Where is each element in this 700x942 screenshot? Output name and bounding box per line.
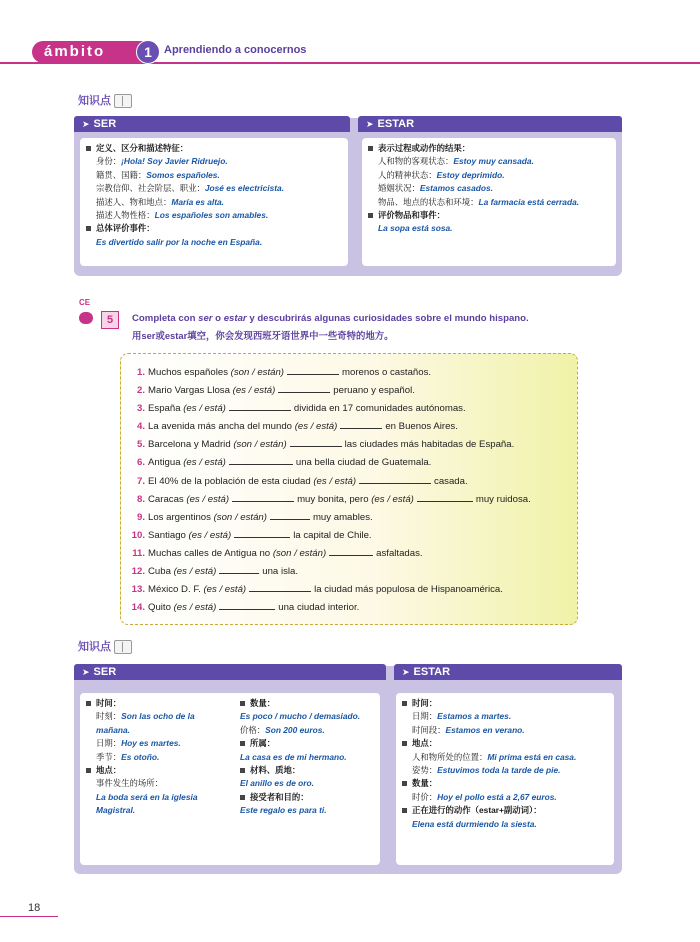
exercise-item <box>131 599 531 617</box>
item-text: Los argentinos <box>148 511 211 523</box>
bullet-heading: 时间： <box>96 698 122 708</box>
bullet-square-icon <box>368 146 373 151</box>
example-text: José es electricista. <box>204 183 285 194</box>
rule-label: 季节： <box>96 751 122 762</box>
example-text: La sopa está sosa. <box>378 223 453 234</box>
answer-blank[interactable] <box>234 528 290 538</box>
example-text: La casa es de mi hermano. <box>240 751 347 762</box>
item-text: muy ruidosa. <box>475 493 531 505</box>
bullet-heading: 表示过程或动作的结果： <box>378 143 471 153</box>
exercise-instruction-cn: 用ser或estar填空，你会发现西班牙语世界中一些奇特的地方。 <box>132 330 394 341</box>
example-text: Son las ocho de la mañana. <box>96 711 195 735</box>
estar-bullet-evaluate <box>368 209 610 222</box>
rule-label: 日期： <box>96 738 122 749</box>
tab-estar-1-label: ESTAR <box>377 118 415 130</box>
tab-estar-2 <box>394 664 622 680</box>
bullet-heading: 接受者和目的： <box>250 791 309 802</box>
item-text: casada. <box>434 475 468 487</box>
item-text: morenos o castaños. <box>342 367 432 378</box>
exercise-item <box>131 545 531 563</box>
bullet-square-icon <box>402 701 407 706</box>
item-number: 2. <box>136 385 145 397</box>
example-text: Hoy es martes. <box>121 738 181 749</box>
exercise-instruction-es <box>132 313 529 324</box>
example-text: Estuvimos toda la tarde de pie. <box>437 765 561 776</box>
example-text: Elena está durmiendo la siesta. <box>412 818 537 829</box>
answer-blank[interactable] <box>219 600 275 610</box>
tab-ser-1-label: SER <box>93 118 117 130</box>
ser2-bullet-quantity <box>240 697 374 710</box>
estar2-bullet-place <box>402 737 608 750</box>
bullet-heading: 总体评价事件： <box>96 223 155 234</box>
item-text: España <box>148 403 181 415</box>
item-number: 8. <box>136 493 145 505</box>
item-options: (son / están) <box>213 511 267 523</box>
item-options: (es / está) <box>183 457 226 469</box>
rule-label: 人和物的客观状态： <box>378 156 454 167</box>
item-options: (es / está) <box>186 493 230 505</box>
rule-label: 日期： <box>412 711 438 722</box>
item-text: Mario Vargas Llosa <box>148 385 230 397</box>
estar-bullet-result <box>368 142 610 155</box>
item-text: una bella ciudad de Guatemala. <box>295 457 432 469</box>
item-text: la capital de Chile. <box>293 529 372 541</box>
example-text: El anillo es de oro. <box>240 778 314 789</box>
item-text: muy amables. <box>312 511 373 523</box>
item-text: Muchos españoles <box>148 367 228 378</box>
item-options: (es / está) <box>188 529 232 541</box>
knowledge-label-2 <box>78 638 132 654</box>
rule-label: 籍贯、国籍： <box>96 169 147 180</box>
item-options: (son / están) <box>272 547 327 559</box>
arrow-right-icon: ➤ <box>402 667 410 677</box>
rule-label: 事件发生的场所： <box>96 778 163 789</box>
arrow-right-icon: ➤ <box>82 119 90 129</box>
example-text: Mi prima está en casa. <box>487 751 577 762</box>
rule-label: 身份： <box>96 156 122 167</box>
ambito-number: 1 <box>136 40 160 64</box>
instruction-part: y descubrirás algunas curiosidades sobre el mundo hispano. <box>246 313 529 324</box>
example-text: Son 200 euros. <box>265 724 325 735</box>
item-text: en Buenos Aires. <box>385 421 458 433</box>
ser2-bullet-material <box>240 764 374 777</box>
answer-blank[interactable] <box>249 582 311 592</box>
example-text: Los españoles son amables. <box>154 210 269 221</box>
item-options: (son / están) <box>230 367 284 378</box>
ser-panel-1 <box>80 138 348 266</box>
ser2-bullet-place <box>86 764 226 777</box>
item-text: una isla. <box>262 566 298 578</box>
estar2-bullet-progressive <box>402 804 608 817</box>
exercise-item <box>131 364 531 382</box>
example-text: Estamos en verano. <box>445 724 525 735</box>
rule-label: 时间段： <box>412 724 446 735</box>
example-text: La boda será en la iglesia Magistral. <box>96 791 198 816</box>
bullet-heading: 数量： <box>412 778 438 789</box>
rule-label: 姿势： <box>412 765 438 776</box>
item-number: 10. <box>131 529 145 541</box>
item-text: El 40% de la población de esta ciudad <box>148 475 311 487</box>
estar2-bullet-time <box>402 697 608 710</box>
item-options: (es / está) <box>232 385 276 397</box>
bullet-square-icon <box>86 701 91 706</box>
exercise-item <box>131 509 531 527</box>
rule-label: 价格： <box>240 724 266 735</box>
item-number: 3. <box>136 403 145 415</box>
item-options: (es / está) <box>183 403 226 415</box>
item-text: La avenida más ancha del mundo <box>148 421 293 433</box>
bullet-square-icon <box>402 781 407 786</box>
rule-label: 时刻： <box>96 711 122 722</box>
exercise-item <box>131 563 531 581</box>
exercise-item <box>131 418 531 436</box>
example-text: Estoy deprimido. <box>436 169 505 180</box>
item-number: 12. <box>131 566 145 578</box>
exercise-item <box>131 400 531 418</box>
ser2-bullet-time <box>86 697 226 710</box>
tab-estar-2-label: ESTAR <box>413 666 451 678</box>
answer-blank[interactable] <box>278 383 330 393</box>
exercise-item <box>131 527 531 545</box>
example-text: Es otoño. <box>121 751 160 762</box>
item-options: (es / está) <box>173 602 217 614</box>
estar2-bullet-quantity <box>402 777 608 790</box>
tab-ser-2-label: SER <box>93 666 117 678</box>
example-text: ¡Hola! Soy Javier Ridruejo. <box>121 156 228 167</box>
book-icon <box>114 640 132 654</box>
item-text: México D. F. <box>148 584 201 596</box>
knowledge-label <box>78 92 132 108</box>
rule-label: 时价： <box>412 791 438 802</box>
exercise-item <box>131 491 531 509</box>
instruction-ser: ser <box>198 313 213 324</box>
bullet-square-icon <box>86 146 91 151</box>
bullet-square-icon <box>240 701 245 706</box>
item-number: 4. <box>136 421 145 433</box>
answer-blank[interactable] <box>359 474 431 484</box>
bullet-heading: 时间： <box>412 698 438 708</box>
knowledge-label-text: 知识点 <box>78 641 111 653</box>
ambito-tag: ámbito <box>32 41 144 63</box>
answer-blank[interactable] <box>287 365 339 375</box>
instruction-part: Completa con <box>132 313 199 324</box>
knowledge-label-text: 知识点 <box>78 95 111 107</box>
example-text: Estamos casados. <box>419 183 493 194</box>
bullet-heading: 所属： <box>250 738 276 749</box>
answer-blank[interactable] <box>229 455 293 465</box>
item-text: Quito <box>148 602 171 614</box>
item-text: peruano y español. <box>333 385 415 397</box>
bullet-heading: 数量： <box>250 698 276 708</box>
instruction-part: o <box>212 313 224 324</box>
bullet-heading: 正在进行的动作（estar+副动词）： <box>412 805 542 816</box>
exercise-item <box>131 436 531 454</box>
rule-label: 物品、地点的状态和环境： <box>378 196 479 207</box>
arrow-right-icon: ➤ <box>82 667 90 677</box>
rule-label: 婚姻状况： <box>378 183 420 194</box>
book-icon <box>114 94 132 108</box>
item-text: Santiago <box>148 529 186 541</box>
bullet-square-icon <box>402 741 407 746</box>
exercise-item <box>131 454 531 472</box>
answer-blank[interactable] <box>229 401 291 411</box>
rule-label: 人和物所处的位置： <box>412 751 488 762</box>
page-number: 18 <box>28 902 41 914</box>
item-number: 11. <box>132 547 145 559</box>
instruction-estar: estar <box>223 313 247 324</box>
item-text: Caracas <box>148 493 184 505</box>
example-text: Este regalo es para ti. <box>240 805 327 816</box>
item-number: 5. <box>136 439 145 451</box>
item-number: 1. <box>136 367 145 378</box>
item-text: las ciudades más habitadas de España. <box>344 439 515 451</box>
item-options: (son / están) <box>233 439 287 451</box>
bullet-heading: 地点： <box>96 765 122 776</box>
bullet-heading: 材料、质地： <box>250 765 301 776</box>
example-text: Somos españoles. <box>146 169 220 180</box>
example-text: Estoy muy cansada. <box>453 156 534 167</box>
example-text: Es divertido salir por la noche en España. <box>96 236 263 247</box>
item-options: (es / está) <box>294 421 338 433</box>
answer-blank[interactable] <box>340 419 382 429</box>
ce-label: CE <box>79 298 91 307</box>
estar-panel-1 <box>362 138 616 266</box>
tab-estar-1 <box>358 116 622 132</box>
ser2-bullet-possession <box>240 737 374 750</box>
example-text: Estamos a martes. <box>437 711 512 722</box>
bullet-square-icon <box>240 795 245 800</box>
chapter-title: Aprendiendo a conocernos <box>164 44 307 56</box>
answer-blank[interactable] <box>270 510 310 520</box>
item-text: asfaltadas. <box>376 547 423 559</box>
bullet-heading: 定义、区分和描述特征： <box>96 143 189 153</box>
bullet-square-icon <box>402 808 407 813</box>
example-text: Hoy el pollo está a 2,67 euros. <box>437 791 557 802</box>
answer-blank[interactable] <box>232 492 294 502</box>
item-options: (es / está) <box>313 475 357 487</box>
answer-blank[interactable] <box>417 492 473 502</box>
rule-label: 宗教信仰、社会阶层、职业： <box>96 183 205 194</box>
item-text: una ciudad interior. <box>278 602 360 614</box>
item-text: Antigua <box>148 457 181 469</box>
item-number: 7. <box>136 475 145 487</box>
item-number: 6. <box>136 457 145 469</box>
item-number: 13. <box>131 584 145 596</box>
bullet-heading: 地点： <box>412 738 438 749</box>
item-options: (es / está) <box>371 493 414 505</box>
bullet-heading: 评价物品和事件： <box>378 210 445 221</box>
estar-panel-2 <box>396 693 614 865</box>
arrow-right-icon: ➤ <box>366 119 374 129</box>
exercise-item <box>131 473 531 491</box>
tab-ser-1 <box>74 116 350 132</box>
bullet-square-icon <box>368 213 373 218</box>
example-text: Es poco / mucho / demasiado. <box>240 711 361 722</box>
rule-label: 描述人物性格： <box>96 210 155 221</box>
bullet-square-icon <box>86 768 91 773</box>
exercise-number: 5 <box>101 311 119 329</box>
ser-panel-2 <box>80 693 380 865</box>
example-text: María es alta. <box>171 196 224 207</box>
rule-label: 描述人、物和地点： <box>96 196 172 207</box>
item-number: 9. <box>136 511 145 523</box>
item-text: dividida en 17 comunidades autónomas. <box>293 403 466 415</box>
item-number: 14. <box>131 602 145 614</box>
page-number-rule <box>0 916 58 917</box>
item-text: Muchas calles de Antigua no <box>148 547 271 559</box>
audio-icon <box>79 312 93 324</box>
bullet-square-icon <box>240 768 245 773</box>
exercise-items <box>131 364 531 617</box>
ser-bullet-evaluate <box>86 222 342 235</box>
answer-blank[interactable] <box>290 437 342 447</box>
item-text: Cuba <box>148 566 171 578</box>
item-text: la ciudad más populosa de Hispanoamérica. <box>314 584 503 596</box>
item-text: Barcelona y Madrid <box>148 439 231 451</box>
item-text: muy bonita, pero <box>297 493 369 505</box>
item-options: (es / está) <box>203 584 247 596</box>
answer-blank[interactable] <box>329 546 373 556</box>
example-text: La farmacia está cerrada. <box>478 196 580 207</box>
bullet-square-icon <box>86 226 91 231</box>
bullet-square-icon <box>240 741 245 746</box>
rule-label: 人的精神状态： <box>378 169 437 180</box>
exercise-item <box>131 581 531 599</box>
ser2-bullet-recipient <box>240 791 374 804</box>
answer-blank[interactable] <box>219 564 259 574</box>
tab-ser-2 <box>74 664 386 680</box>
item-options: (es / está) <box>173 566 217 578</box>
exercise-item <box>131 382 531 400</box>
ser-bullet-define <box>86 142 342 155</box>
